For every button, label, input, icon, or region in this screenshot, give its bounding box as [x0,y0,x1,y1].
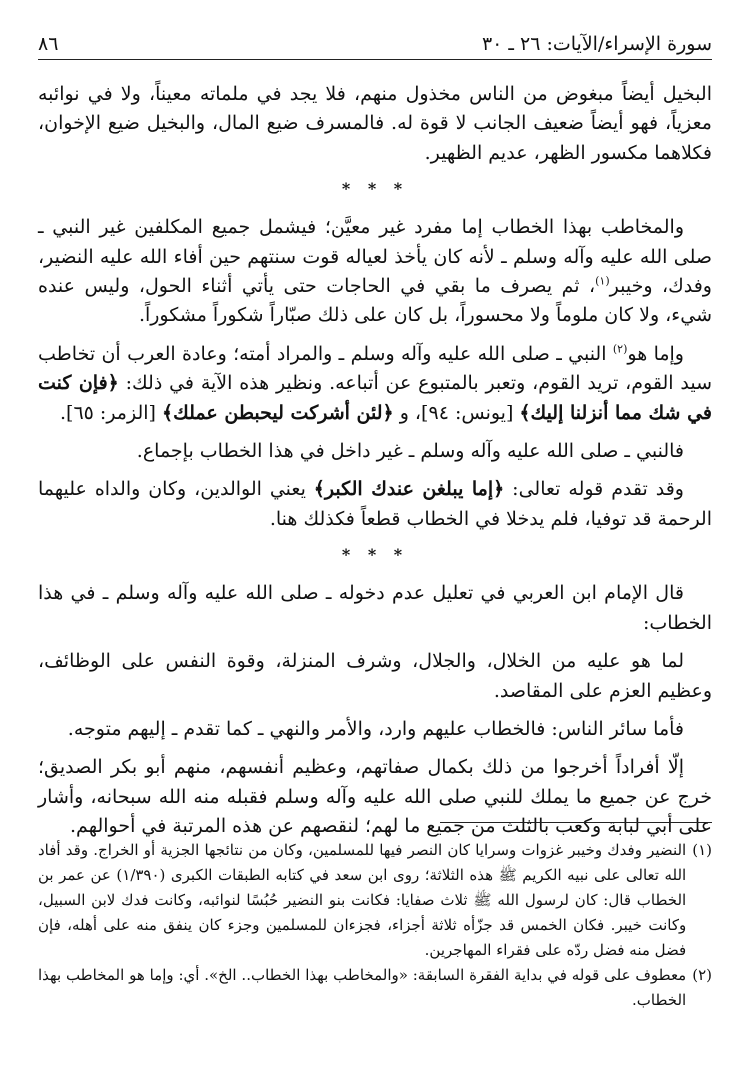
quran-quote-yunus: ﴿فإن كنت في شك مما أنزلنا إليك﴾ [38,372,712,424]
footnotes [38,838,712,1013]
paragraph-5 [38,475,712,534]
paragraph-5-text-b: يعني الوالدين، وكان والداه عليهما الرحمة قد توفيا، فلم يدخلا في الخطاب قطعاً فكذلك هنا. [38,478,712,530]
paragraph-8: فأما سائر الناس: فالخطاب عليهم وارد، والأمر والنهي ـ كما تقدم ـ إليهم متوجه. [67,717,684,740]
paragraph-2-text-b: ، ثم يصرف ما بقي في الحاجات حتى يأتي أثناء الحول، وليس عنده شيء، ولا كان ملوماً ولا محسوراً، بل كان على ذلك صبّاراً شكوراً مشكوراً. [38,275,712,327]
quran-quote-zumar: ﴿لئن أشركت ليحبطن عملك﴾ [161,401,394,424]
running-header [38,30,712,56]
page-number: ٨٦ [38,33,59,55]
footnote-1 [38,838,712,963]
section-separator-2: * * * [341,545,409,565]
paragraph-3-text-b: النبي ـ صلى الله عليه وآله وسلم ـ والمراد أمته؛ وعادة العرب أن تخاطب سيد القوم، تريد القوم، وتعبر بالمتبوع عن أتباعه. ونظير هذه الآية في ذلك: [38,342,713,395]
footnote-1-number: (١) [692,841,712,859]
footnote-2-number: (٢) [692,966,712,984]
running-title: سورة الإسراء/الآيات: ٢٦ ـ ٣٠ [481,33,712,55]
header-rule [38,59,712,60]
footnote-2-text: معطوف على قوله في بداية الفقرة السابقة: «والمخاطب بهذا الخطاب.. الخ». أي: وإما هو المخاطب بهذا الخطاب. [38,966,687,1009]
paragraph-6: قال الإمام ابن العربي في تعليل عدم دخوله ـ صلى الله عليه وآله وسلم ـ في هذا الخطاب: [38,582,712,634]
paragraph-3-text-d: [الزمر: ٦٥]. [60,401,162,424]
paragraph-5-text-a: وقد تقدم قوله تعالى: [504,478,684,501]
paragraph-2-text-a: والمخاطب بهذا الخطاب إما مفرد غير معيَّن؛ فيشمل جميع المكلفين غير النبي ـ صلى الله عليه وآله وسلم ـ لأنه كان يأخذ لعياله قوت سنتهم حين أفاء الله عليه النضير، وفدك، وخيبر [38,216,712,298]
paragraph-3 [38,340,712,428]
paragraph-4: فالنبي ـ صلى الله عليه وآله وسلم ـ غير داخل في هذا الخطاب بإجماع. [136,440,684,463]
footnote-1-text: النضير وفدك وخيبر غزوات وسرايا كان النصر فيها للمسلمين، وكان من نتائجها الجزية أو الخراج. وقد أفاد الله تعالى على نبيه الكريم ﷺ هذه الثلاثة؛ روى ابن سعد في كتابه الطبقات الكبرى (١/٣٩٠) عن عمر بن الخطاب قال: كان لرسول الله ﷺ ثلاث صفايا: فكانت بنو النضير حُبُسًا لنوائبه، وكانت فدك لابن السبيل، وكانت خيبر. فكان الخمس قد جزّأه ثلاثة أجزاء، فجزءان للمسلمين وجزء كان ينفق منه على أهله، فإن فضل منه فضل ردّه على فقراء المهاجرين. [38,841,687,959]
footnote-ref-1: (١) [595,274,610,288]
paragraph-2 [38,213,712,331]
paragraph-7: لما هو عليه من الخلال، والجلال، وشرف المنزلة، وقوة النفس على الوظائف، وعظيم العزم على المقاصد. [38,650,712,702]
quran-quote-kibar: ﴿إما يبلغن عندك الكبر﴾ [313,478,505,501]
footnote-rule [440,822,712,823]
paragraph-1: البخيل أيضاً مبغوض من الناس مخذول منهم، فلا يجد في ملماته معيناً، ولا في نوائبه معزياً، فهو أيضاً ضعيف الجانب لا قوة له. فالمسرف ضيع المال، والبخيل ضيع الإخوان، فكلاهما مكسور الظهر، عديم الظهير. [38,83,712,164]
footnote-ref-2: (٢) [612,342,628,356]
paragraph-3-text-a: وإما هو [627,342,684,365]
section-separator: * * * [341,179,409,199]
main-text [38,80,712,851]
footnote-2 [38,963,712,1013]
paragraph-3-text-c: [يونس: ٩٤]، و [393,401,520,424]
paragraph-9: إلّا أفراداً أخرجوا من ذلك بكمال صفاتهم، وعظيم أنفسهم، منهم أبو بكر الصديق؛ خرج عن جميع ما يملك للنبي صلى الله عليه وآله وسلم فقبله منه الله سبحانه، وأشار على أبي لبابة وكعب بالثلث من جميع ما لهم؛ لنقصهم عن هذه المرتبة في أحوالهم. [38,756,712,838]
